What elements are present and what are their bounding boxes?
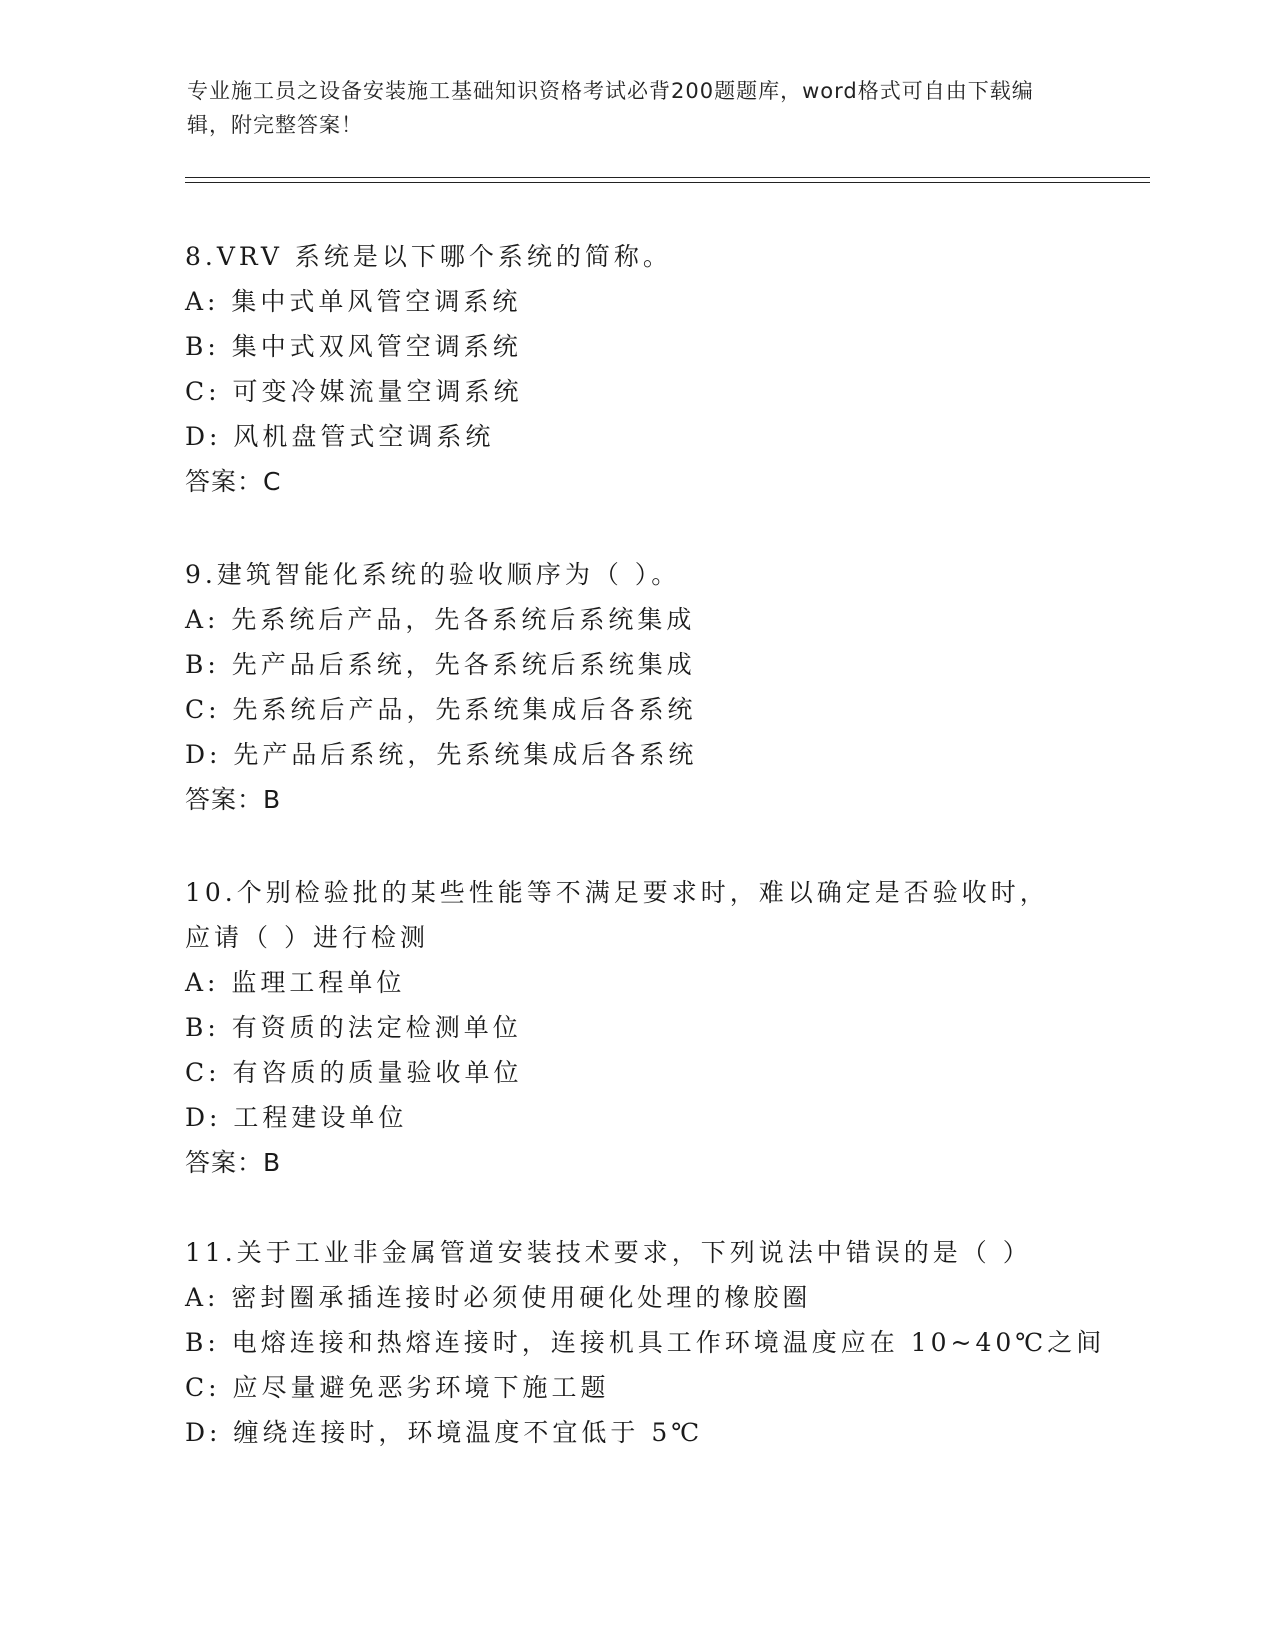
question-stem: 11.关于工业非金属管道安装技术要求，下列说法中错误的是（ ） xyxy=(185,1238,1032,1267)
option-b: B: 电熔连接和热熔连接时，连接机具工作环境温度应在 10~40℃之间 xyxy=(185,1328,1106,1357)
option-c: C: 应尽量避免恶劣环境下施工题 xyxy=(185,1373,610,1402)
header-title: 专业施工员之设备安装施工基础知识资格考试必背200题题库，word格式可自由下载编辑，附完整答案！ xyxy=(187,79,1034,137)
question-11 xyxy=(185,1230,1106,1455)
question-9 xyxy=(185,552,1085,822)
option-a: A: 监理工程单位 xyxy=(185,968,406,997)
answer-label: 答案：C xyxy=(185,467,282,496)
option-d: D: 缠绕连接时，环境温度不宜低于 5℃ xyxy=(185,1418,704,1447)
header-divider-top xyxy=(185,177,1150,178)
option-a: A: 集中式单风管空调系统 xyxy=(185,287,522,316)
question-stem: 10.个别检验批的某些性能等不满足要求时，难以确定是否验收时，应请（ ）进行检测 xyxy=(185,878,1049,952)
option-c: C: 先系统后产品，先系统集成后各系统 xyxy=(185,695,697,724)
option-b: B: 有资质的法定检测单位 xyxy=(185,1013,522,1042)
option-c: C: 可变冷媒流量空调系统 xyxy=(185,377,523,406)
question-8 xyxy=(185,234,1085,504)
option-d: D: 工程建设单位 xyxy=(185,1103,408,1132)
question-10 xyxy=(185,870,1085,1185)
option-b: B: 集中式双风管空调系统 xyxy=(185,332,522,361)
option-d: D: 先产品后系统，先系统集成后各系统 xyxy=(185,740,698,769)
answer-label: 答案：B xyxy=(185,785,282,814)
option-c: C: 有咨质的质量验收单位 xyxy=(185,1058,523,1087)
question-stem: 9.建筑智能化系统的验收顺序为（ ）。 xyxy=(185,560,681,589)
document-header xyxy=(187,74,1067,142)
option-a: A: 先系统后产品，先各系统后系统集成 xyxy=(185,605,696,634)
option-a: A: 密封圈承插连接时必须使用硬化处理的橡胶圈 xyxy=(185,1283,812,1312)
question-stem: 8.VRV 系统是以下哪个系统的简称。 xyxy=(185,242,672,271)
option-d: D: 风机盘管式空调系统 xyxy=(185,422,495,451)
answer-label: 答案：B xyxy=(185,1148,282,1177)
header-divider-bottom xyxy=(185,182,1150,183)
option-b: B: 先产品后系统，先各系统后系统集成 xyxy=(185,650,696,679)
